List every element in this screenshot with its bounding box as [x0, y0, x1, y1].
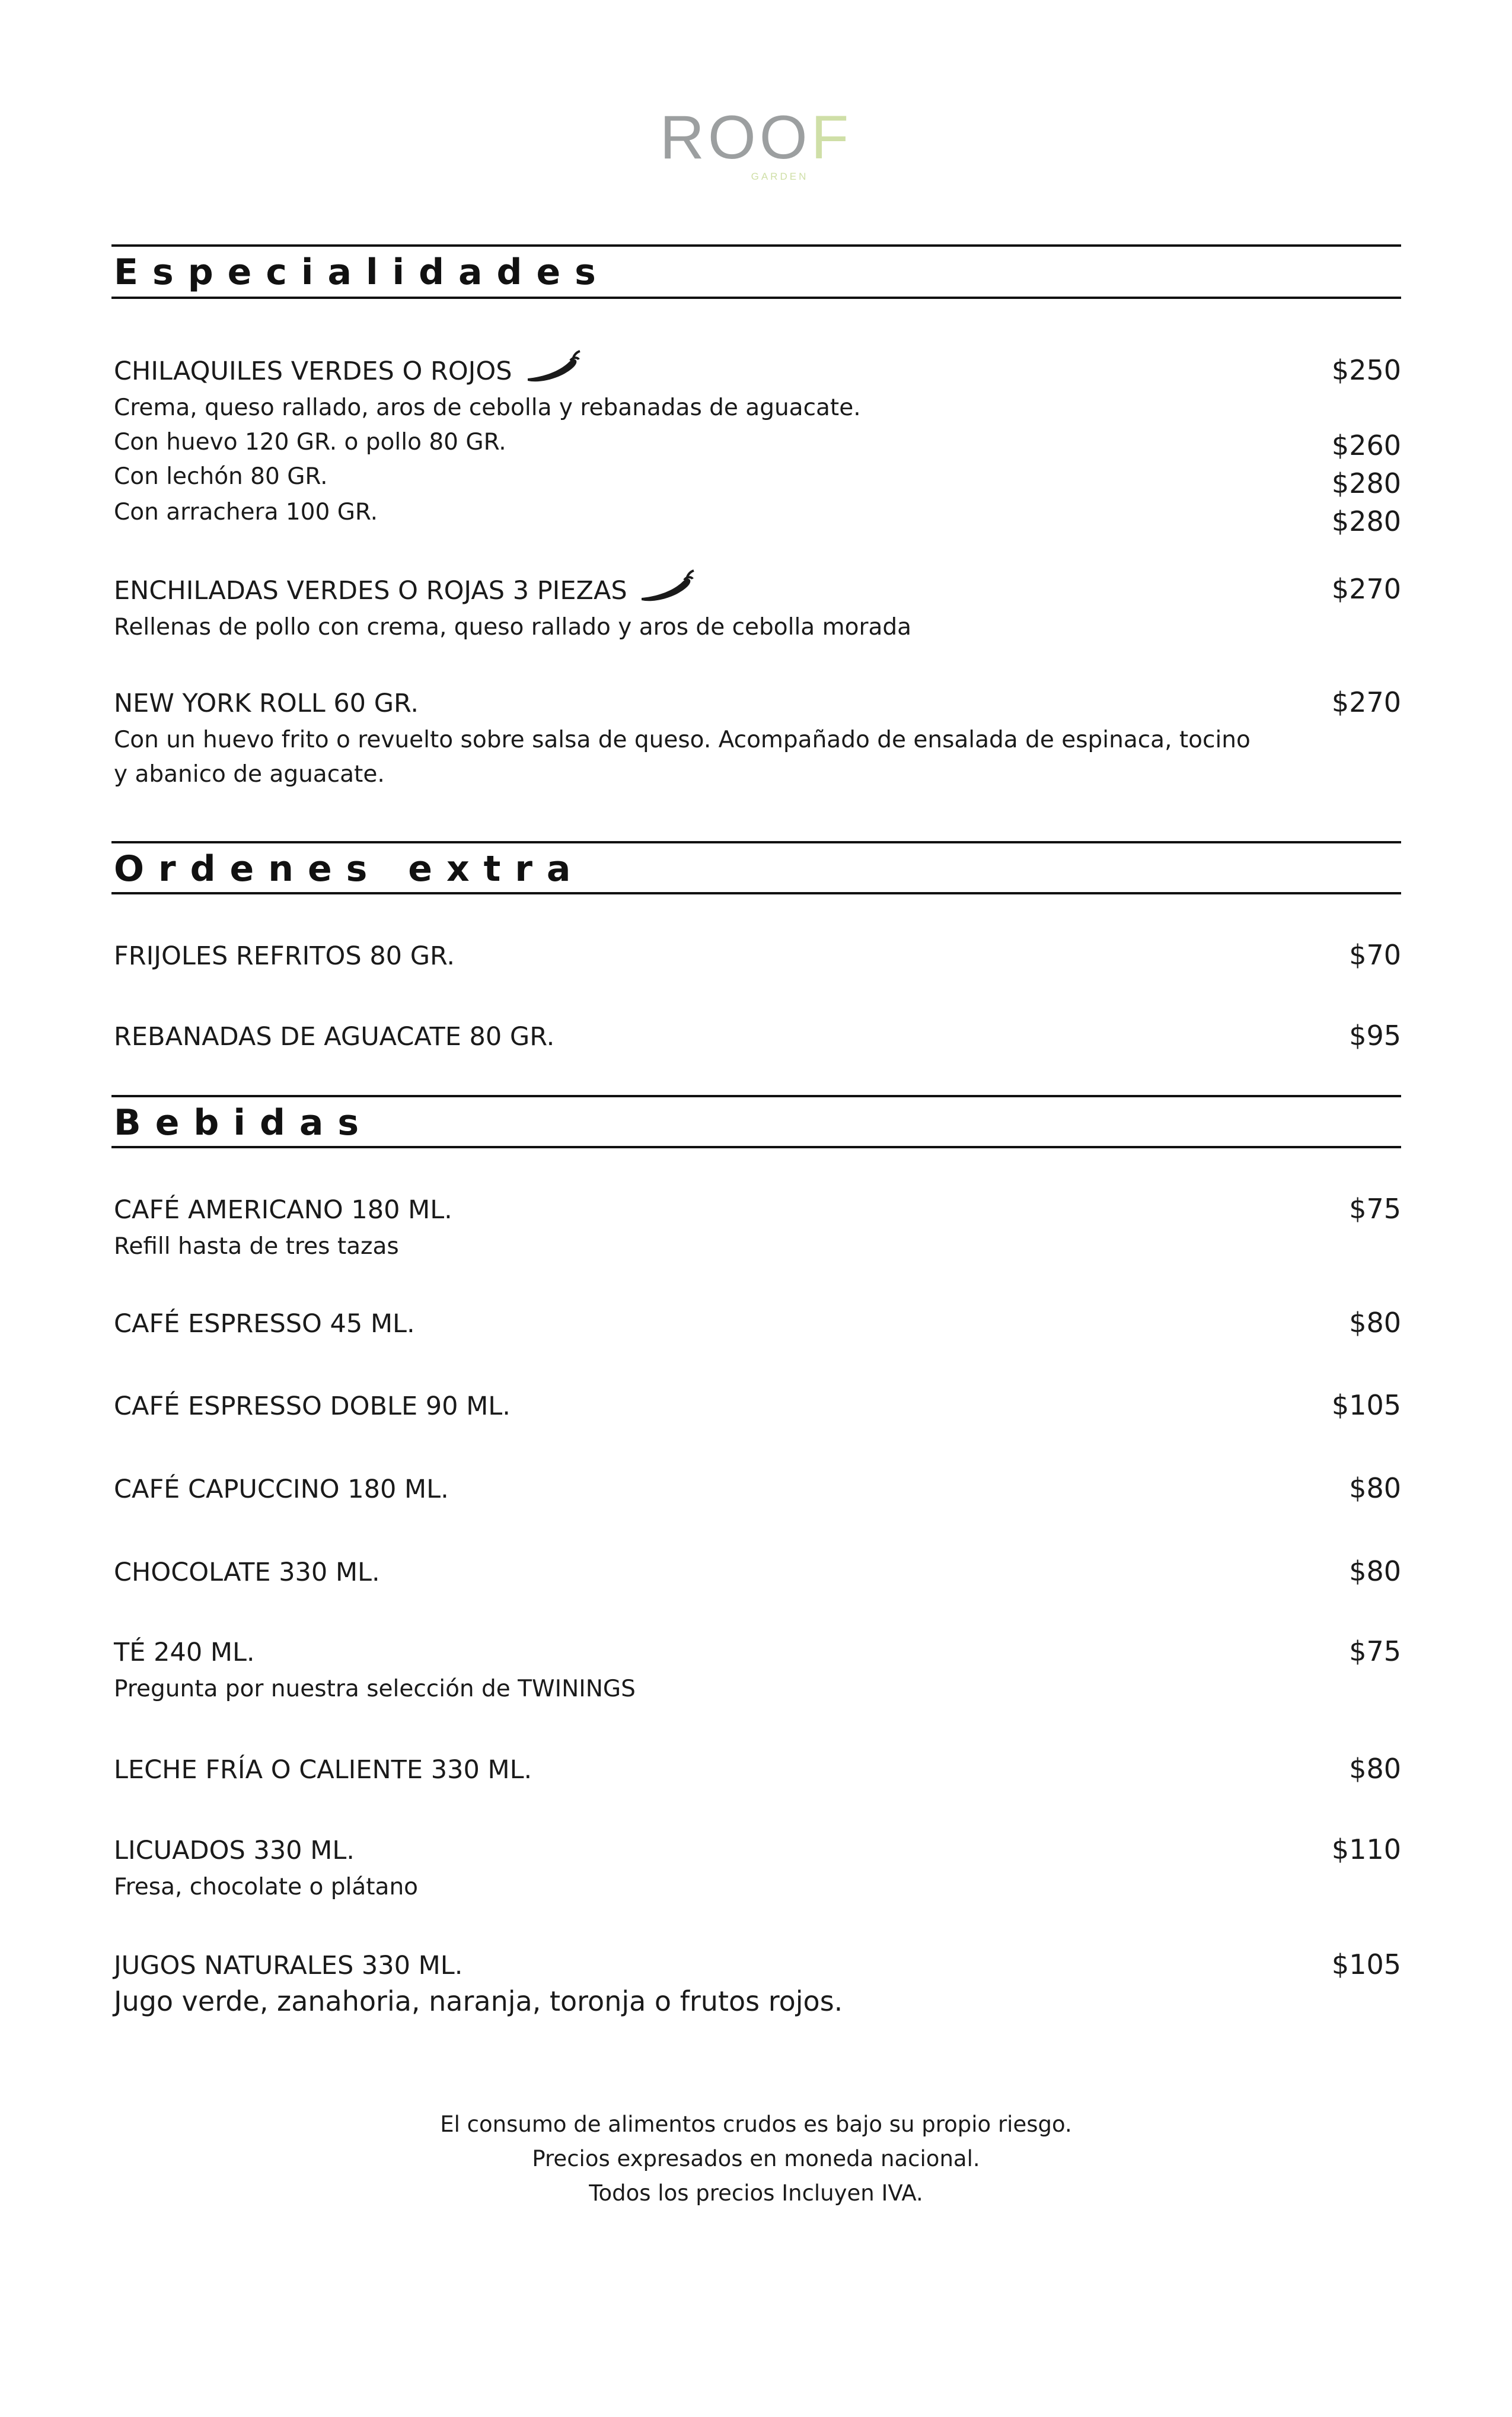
menu-item-price: $75: [1349, 1193, 1401, 1225]
logo-subtitle: GARDEN: [751, 171, 809, 182]
section-divider-top: [111, 244, 1401, 247]
menu-item-option: Con lechón 80 GR.: [114, 463, 328, 490]
menu-item-option-price: $280: [1331, 505, 1401, 537]
menu-item-description: Jugo verde, zanahoria, naranja, toronja o frutos rojos.: [114, 1985, 843, 2017]
footer-notice: [0, 2107, 1512, 2211]
menu-item-price: $75: [1349, 1635, 1401, 1667]
menu-item-price: $105: [1331, 1389, 1401, 1421]
menu-item-option: Con huevo 120 GR. o pollo 80 GR.: [114, 429, 506, 456]
menu-item-price: $105: [1331, 1948, 1401, 1980]
menu-item-option-price: $280: [1331, 467, 1401, 499]
menu-item-description: Pregunta por nuestra selección de TWININGS: [114, 1676, 636, 1702]
menu-item-name: CAFÉ CAPUCCINO 180 ML.: [114, 1475, 449, 1504]
menu-item-name: NEW YORK ROLL 60 GR.: [114, 689, 419, 718]
menu-item-price: $70: [1349, 939, 1401, 971]
section-divider-top: [111, 841, 1401, 843]
menu-item-price: $270: [1331, 686, 1401, 718]
menu-item-price: $80: [1349, 1472, 1401, 1504]
menu-item-name: CAFÉ ESPRESSO 45 ML.: [114, 1309, 415, 1339]
menu-item-name: CAFÉ ESPRESSO DOBLE 90 ML.: [114, 1391, 511, 1421]
menu-item-option: Con arrachera 100 GR.: [114, 499, 378, 526]
section-title-ordenes-extra: Ordenes extra: [114, 848, 585, 890]
menu-item-name: CHILAQUILES VERDES O ROJOS: [114, 356, 512, 386]
menu-item-name: CHOCOLATE 330 ML.: [114, 1558, 380, 1587]
footer-line: Todos los precios Incluyen IVA.: [589, 2180, 923, 2206]
menu-item-description: Fresa, chocolate o plátano: [114, 1874, 419, 1900]
menu-item-name: ENCHILADAS VERDES O ROJAS 3 PIEZAS: [114, 576, 627, 606]
menu-item-name: REBANADAS DE AGUACATE 80 GR.: [114, 1022, 555, 1052]
menu-item-description: Refill hasta de tres tazas: [114, 1233, 399, 1260]
menu-item-price: $110: [1331, 1833, 1401, 1865]
section-divider-top: [111, 1095, 1401, 1097]
logo-accent-text: F: [811, 103, 853, 172]
menu-item-description: y abanico de aguacate.: [114, 761, 385, 788]
footer-line: El consumo de alimentos crudos es bajo su propio riesgo.: [440, 2112, 1072, 2137]
menu-item-price: $250: [1331, 354, 1401, 386]
roof-garden-logo: [0, 103, 1512, 183]
chili-pepper-icon: [523, 349, 582, 384]
menu-item-price: $270: [1331, 573, 1401, 605]
menu-item-description: Con un huevo frito o revuelto sobre salsa de queso. Acompañado de ensalada de espinaca, tocino: [114, 727, 1251, 753]
section-divider-bottom: [111, 892, 1401, 894]
menu-item-price: $80: [1349, 1555, 1401, 1587]
menu-item-price: $80: [1349, 1307, 1401, 1339]
section-divider-bottom: [111, 297, 1401, 299]
menu-item-name: JUGOS NATURALES 330 ML.: [114, 1951, 463, 1980]
menu-item-name: FRIJOLES REFRITOS 80 GR.: [114, 941, 455, 971]
menu-item-description: Rellenas de pollo con crema, queso rallado y aros de cebolla morada: [114, 614, 912, 641]
menu-item-name: TÉ 240 ML.: [114, 1638, 255, 1667]
logo-wordmark: [0, 103, 1512, 172]
section-title-bebidas: Bebidas: [114, 1102, 374, 1144]
section-title-especialidades: Especialidades: [114, 251, 610, 293]
logo-main-text: ROO: [659, 103, 811, 172]
menu-item-name: LICUADOS 330 ML.: [114, 1836, 355, 1865]
section-divider-bottom: [111, 1146, 1401, 1148]
menu-item-price: $95: [1349, 1020, 1401, 1052]
menu-item-name: CAFÉ AMERICANO 180 ML.: [114, 1195, 452, 1225]
footer-line: Precios expresados en moneda nacional.: [532, 2146, 980, 2171]
menu-item-name: LECHE FRÍA O CALIENTE 330 ML.: [114, 1755, 532, 1785]
menu-item-option-price: $260: [1331, 429, 1401, 461]
menu-item-description: Crema, queso rallado, aros de cebolla y rebanadas de aguacate.: [114, 394, 861, 421]
menu-item-price: $80: [1349, 1753, 1401, 1785]
chili-pepper-icon: [637, 568, 696, 604]
